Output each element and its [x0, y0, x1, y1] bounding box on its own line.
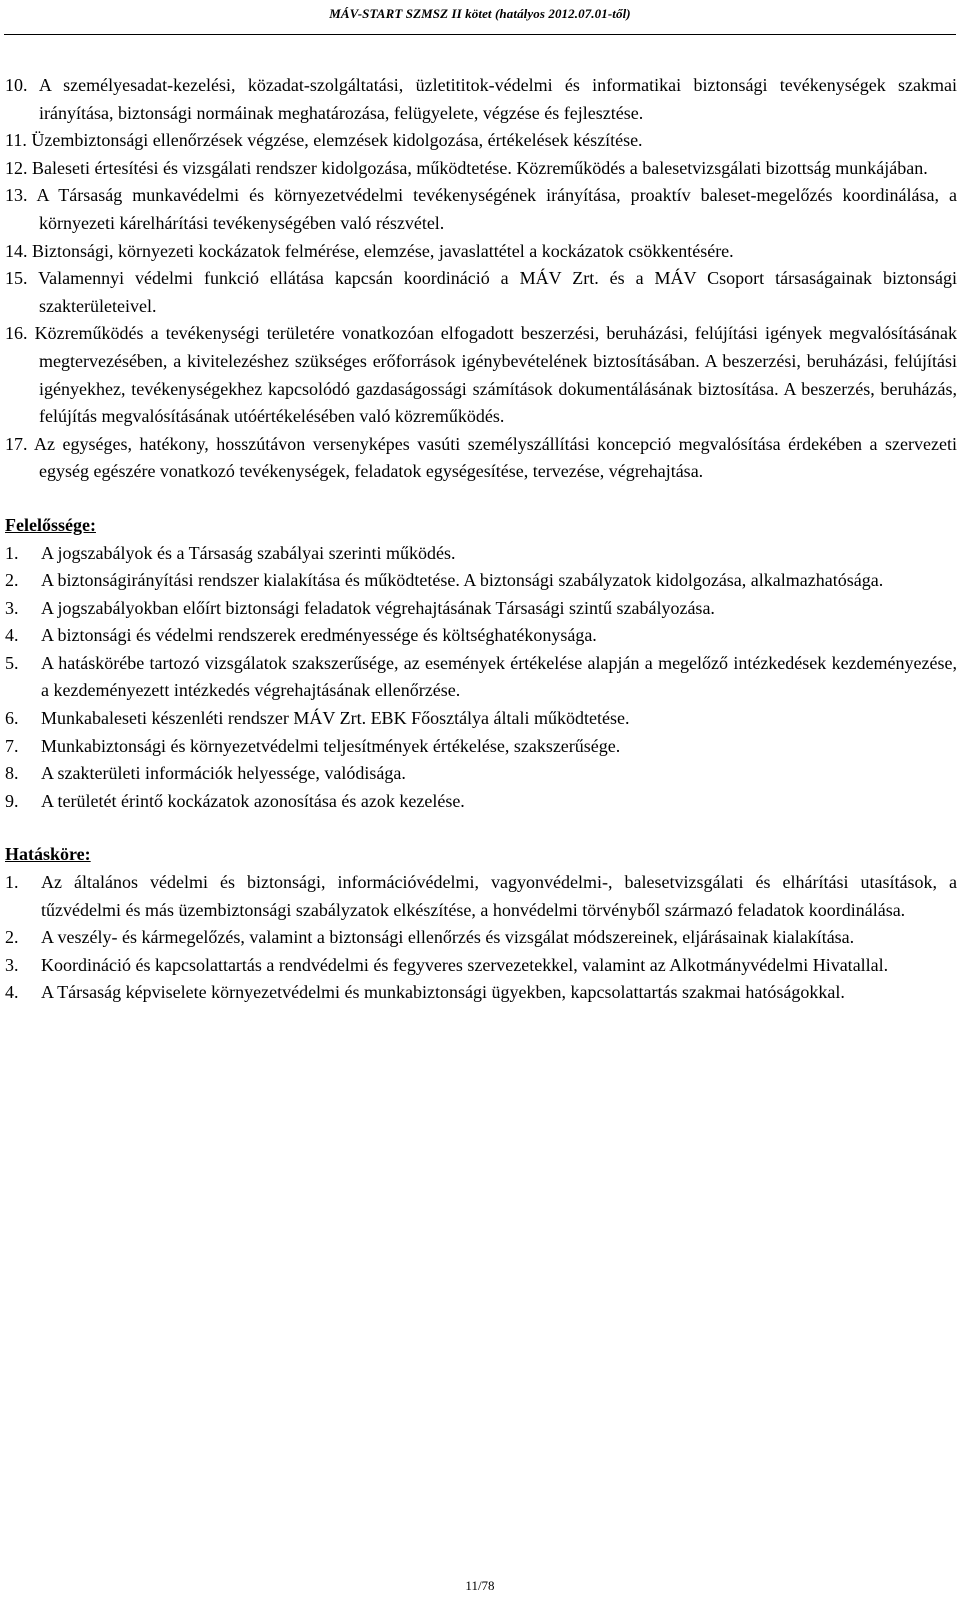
item-number: 3.	[5, 597, 19, 618]
task-text: Közreműködés a tevékenységi területére vonatkozóan elfogadott beszerzési, beruházási, felújítási igények megvalósításának megtervezésében, a kivitelezéshez szükséges erőforrások igénybevételének biztosításában. A beszerzési, beruházási, felújítási igényekhez, tevékenységekhez kapcsolódó gazdaságossági számítások dokumentálásának biztosítása. A beszerzés, beruházás, felújítás megvalósításának utóértékelésében való közreműködés.	[34, 323, 957, 427]
task-item-15	[5, 265, 957, 320]
item-text: A Társaság képviselete környezetvédelmi és munkabiztonsági ügyekben, kapcsolattartás szakmai hatóságokkal.	[41, 982, 845, 1003]
item-number: 6.	[5, 708, 19, 729]
task-number: 13.	[5, 185, 28, 206]
item-number: 1.	[5, 542, 19, 563]
document-body	[5, 72, 957, 1007]
task-text: A Társaság munkavédelmi és környezetvédelmi tevékenységének irányítása, proaktív baleset-megelőzés koordinálása, a környezeti kárelhárítási tevékenységében való részvétel.	[36, 185, 957, 233]
item-number: 1.	[5, 872, 19, 893]
item-text: Az általános védelmi és biztonsági, információvédelmi, vagyonvédelmi-, balesetvizsgálati és elhárítási utasítások, a tűzvédelmi és más üzembiztonsági szabályzatok elkészítése, a honvédelmi törvényből származó feladatok koordinálása.	[41, 872, 957, 920]
hataskore-item	[5, 869, 957, 924]
felelossege-item	[5, 540, 957, 568]
task-number: 11.	[5, 130, 27, 151]
page-number: 11/78	[465, 1578, 495, 1593]
item-text: A biztonsági és védelmi rendszerek eredményessége és költséghatékonysága.	[41, 625, 597, 646]
felelossege-item	[5, 788, 957, 816]
item-text: Munkabiztonsági és környezetvédelmi teljesítmények értékelése, szakszerűsége.	[41, 735, 621, 756]
item-text: A szakterületi információk helyessége, valódisága.	[41, 763, 406, 784]
felelossege-heading: Felelőssége:	[5, 514, 96, 535]
task-item-13	[5, 182, 957, 237]
item-number: 4.	[5, 982, 19, 1003]
felelossege-item	[5, 567, 957, 595]
task-text: Biztonsági, környezeti kockázatok felmérése, elemzése, javaslattétel a kockázatok csökkentésére.	[32, 240, 734, 261]
felelossege-item	[5, 622, 957, 650]
item-text: A veszély- és kármegelőzés, valamint a biztonsági ellenőrzés és vizsgálat módszereinek, eljárásainak kialakítása.	[41, 927, 855, 948]
item-number: 4.	[5, 625, 19, 646]
item-number: 2.	[5, 927, 19, 948]
item-number: 8.	[5, 763, 19, 784]
item-text: A jogszabályok és a Társaság szabályai szerinti működés.	[41, 542, 456, 563]
task-text: Az egységes, hatékony, hosszútávon versenyképes vasúti személyszállítási koncepció megvalósítása érdekében a szervezeti egység egészére vonatkozó tevékenységek, feladatok egységesítése, tervezése, végrehajtása.	[34, 433, 957, 482]
task-text: Baleseti értesítési és vizsgálati rendszer kidolgozása, működtetése. Közreműködés a balesetvizsgálati bizottság munkájában.	[32, 157, 928, 178]
task-item-16	[5, 320, 957, 430]
hataskore-item	[5, 979, 957, 1007]
header-divider	[4, 34, 956, 35]
task-text: A személyesadat-kezelési, közadat-szolgáltatási, üzletititok-védelmi és informatikai biztonsági tevékenységek szakmai irányítása, biztonsági normáinak meghatározása, felügyelete, végzése és fejlesztése.	[38, 75, 957, 123]
task-text: Üzembiztonsági ellenőrzések végzése, elemzések kidolgozása, értékelések készítése.	[31, 130, 643, 151]
task-number: 12.	[5, 157, 28, 178]
felelossege-item	[5, 733, 957, 761]
item-number: 3.	[5, 954, 19, 975]
item-text: Koordináció és kapcsolattartás a rendvédelmi és fegyveres szervezetekkel, valamint az Alkotmányvédelmi Hivatallal.	[41, 954, 889, 975]
task-text: Valamennyi védelmi funkció ellátása kapcsán koordináció a MÁV Zrt. és a MÁV Csoport társaságainak biztonsági szakterületeivel.	[38, 268, 957, 316]
item-number: 9.	[5, 790, 19, 811]
task-item-11	[5, 127, 957, 155]
task-item-10	[5, 72, 957, 127]
task-number: 17.	[5, 433, 28, 454]
hataskore-list	[5, 869, 957, 1007]
task-number: 16.	[5, 323, 28, 344]
item-text: A biztonságirányítási rendszer kialakítása és működtetése. A biztonsági szabályzatok kidolgozása, alkalmazhatósága.	[41, 570, 884, 591]
item-text: A jogszabályokban előírt biztonsági feladatok végrehajtásának Társasági szintű szabályozása.	[41, 597, 715, 618]
hataskore-item	[5, 924, 957, 952]
item-text: A hatáskörébe tartozó vizsgálatok szakszerűsége, az események értékelése alapján a megelőző intézkedések kezdeményezése, a kezdeményezett intézkedés végrehajtásának ellenőrzése.	[41, 652, 957, 701]
task-number: 14.	[5, 240, 28, 261]
item-number: 7.	[5, 735, 19, 756]
hataskore-item	[5, 952, 957, 980]
felelossege-item	[5, 760, 957, 788]
item-number: 5.	[5, 652, 19, 673]
felelossege-list	[5, 540, 957, 816]
felelossege-item	[5, 595, 957, 623]
task-item-14	[5, 238, 957, 266]
felelossege-item	[5, 705, 957, 733]
task-number: 15.	[5, 268, 28, 289]
task-item-17	[5, 431, 957, 486]
task-number: 10.	[5, 75, 28, 95]
task-list	[5, 72, 957, 486]
hataskore-heading: Hatásköre:	[5, 844, 91, 865]
item-text: A területét érintő kockázatok azonosítása és azok kezelése.	[41, 790, 465, 811]
item-number: 2.	[5, 570, 19, 591]
task-item-12	[5, 155, 957, 183]
felelossege-item	[5, 650, 957, 705]
item-text: Munkabaleseti készenléti rendszer MÁV Zrt. EBK Főosztálya általi működtetése.	[41, 708, 630, 729]
page-header: MÁV-START SZMSZ II kötet (hatályos 2012.07.01-től)	[329, 6, 631, 21]
